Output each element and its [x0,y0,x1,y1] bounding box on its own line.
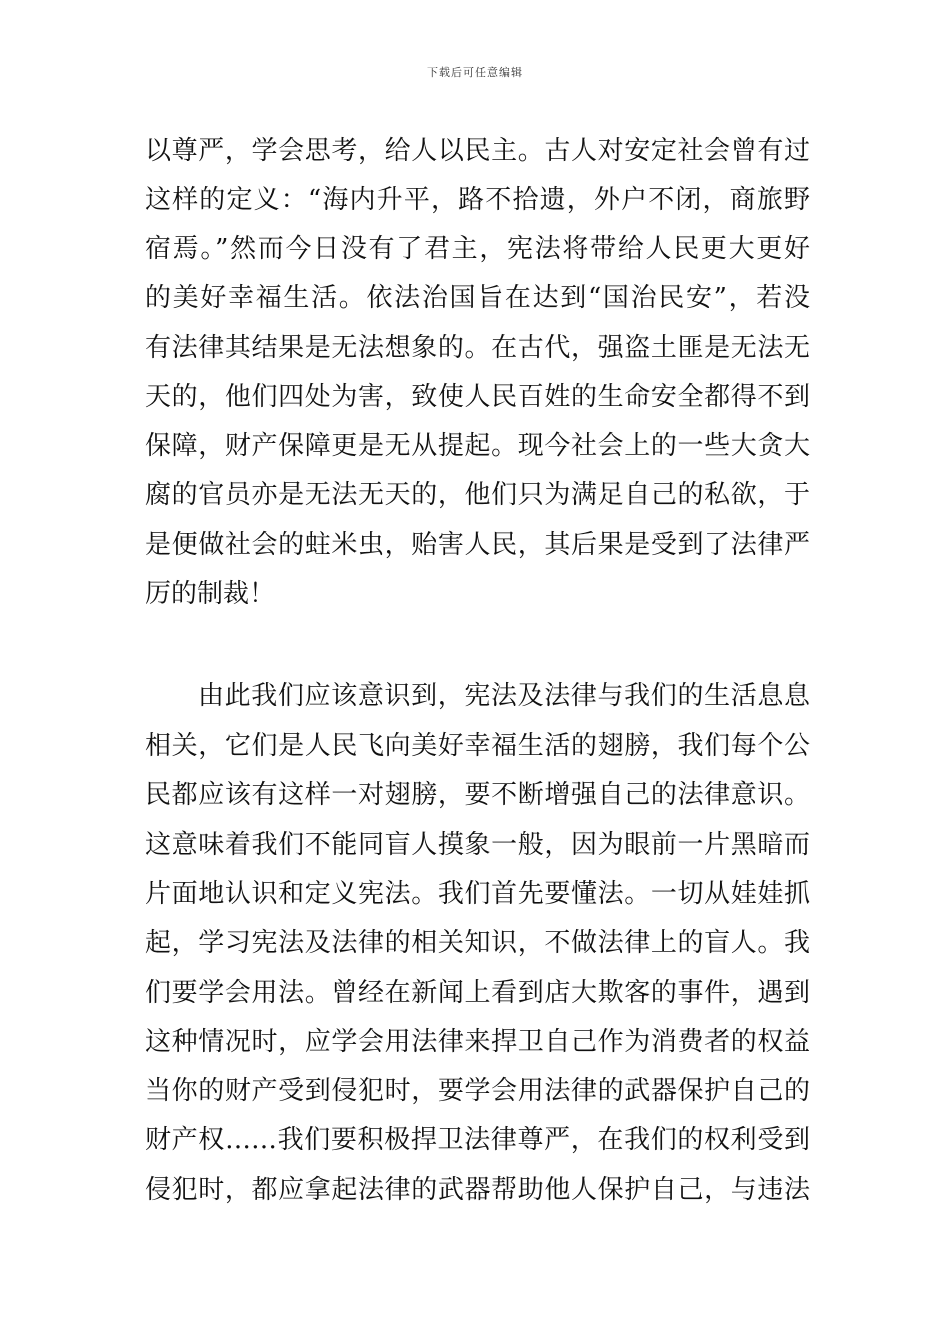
text-line: 腐的官员亦是无法无天的，他们只为满足自己的私欲，于 [145,480,810,510]
text-line: 保障，财产保障更是无从提起。现今社会上的一些大贪大 [145,431,810,461]
text-line: 厉的制裁！ [145,579,276,609]
text-line: 宿焉。”然而今日没有了君主，宪法将带给人民更大更好 [145,234,810,264]
text-line: 天的，他们四处为害，致使人民百姓的生命安全都得不到 [145,382,810,412]
text-line: 这样的定义：“海内升平，路不拾遗，外户不闭，商旅野 [145,185,810,215]
text-line: 这意味着我们不能同盲人摸象一般，因为眼前一片黑暗而 [145,830,810,860]
text-line: 侵犯时，都应拿起法律的武器帮助他人保护自己，与违法 [145,1175,810,1205]
text-line: 片面地认识和定义宪法。我们首先要懂法。一切从娃娃抓 [145,879,810,909]
text-line: 的美好幸福生活。依法治国旨在达到“国治民安”，若没 [145,283,810,313]
page-header: 下载后可任意编辑 [427,66,523,79]
text-line: 是便做社会的蛀米虫，贻害人民，其后果是受到了法律严 [145,530,810,560]
text-line: 有法律其结果是无法想象的。在古代，强盗土匪是无法无 [145,333,810,363]
text-line: 以尊严，学会思考，给人以民主。古人对安定社会曾有过 [145,136,810,166]
text-line-indented: 由此我们应该意识到，宪法及法律与我们的生活息息 [198,681,810,711]
text-line: 当你的财产受到侵犯时，要学会用法律的武器保护自己的 [145,1076,810,1106]
text-line: 财产权……我们要积极捍卫法律尊严，在我们的权利受到 [145,1125,810,1155]
text-line: 们要学会用法。曾经在新闻上看到店大欺客的事件，遇到 [145,978,810,1008]
text-line: 民都应该有这样一对翅膀，要不断增强自己的法律意识。 [145,780,810,810]
text-line: 相关，它们是人民飞向美好幸福生活的翅膀，我们每个公 [145,731,810,761]
text-line: 起，学习宪法及法律的相关知识，不做法律上的盲人。我 [145,928,810,958]
text-line: 这种情况时，应学会用法律来捍卫自己作为消费者的权益 [145,1027,810,1057]
